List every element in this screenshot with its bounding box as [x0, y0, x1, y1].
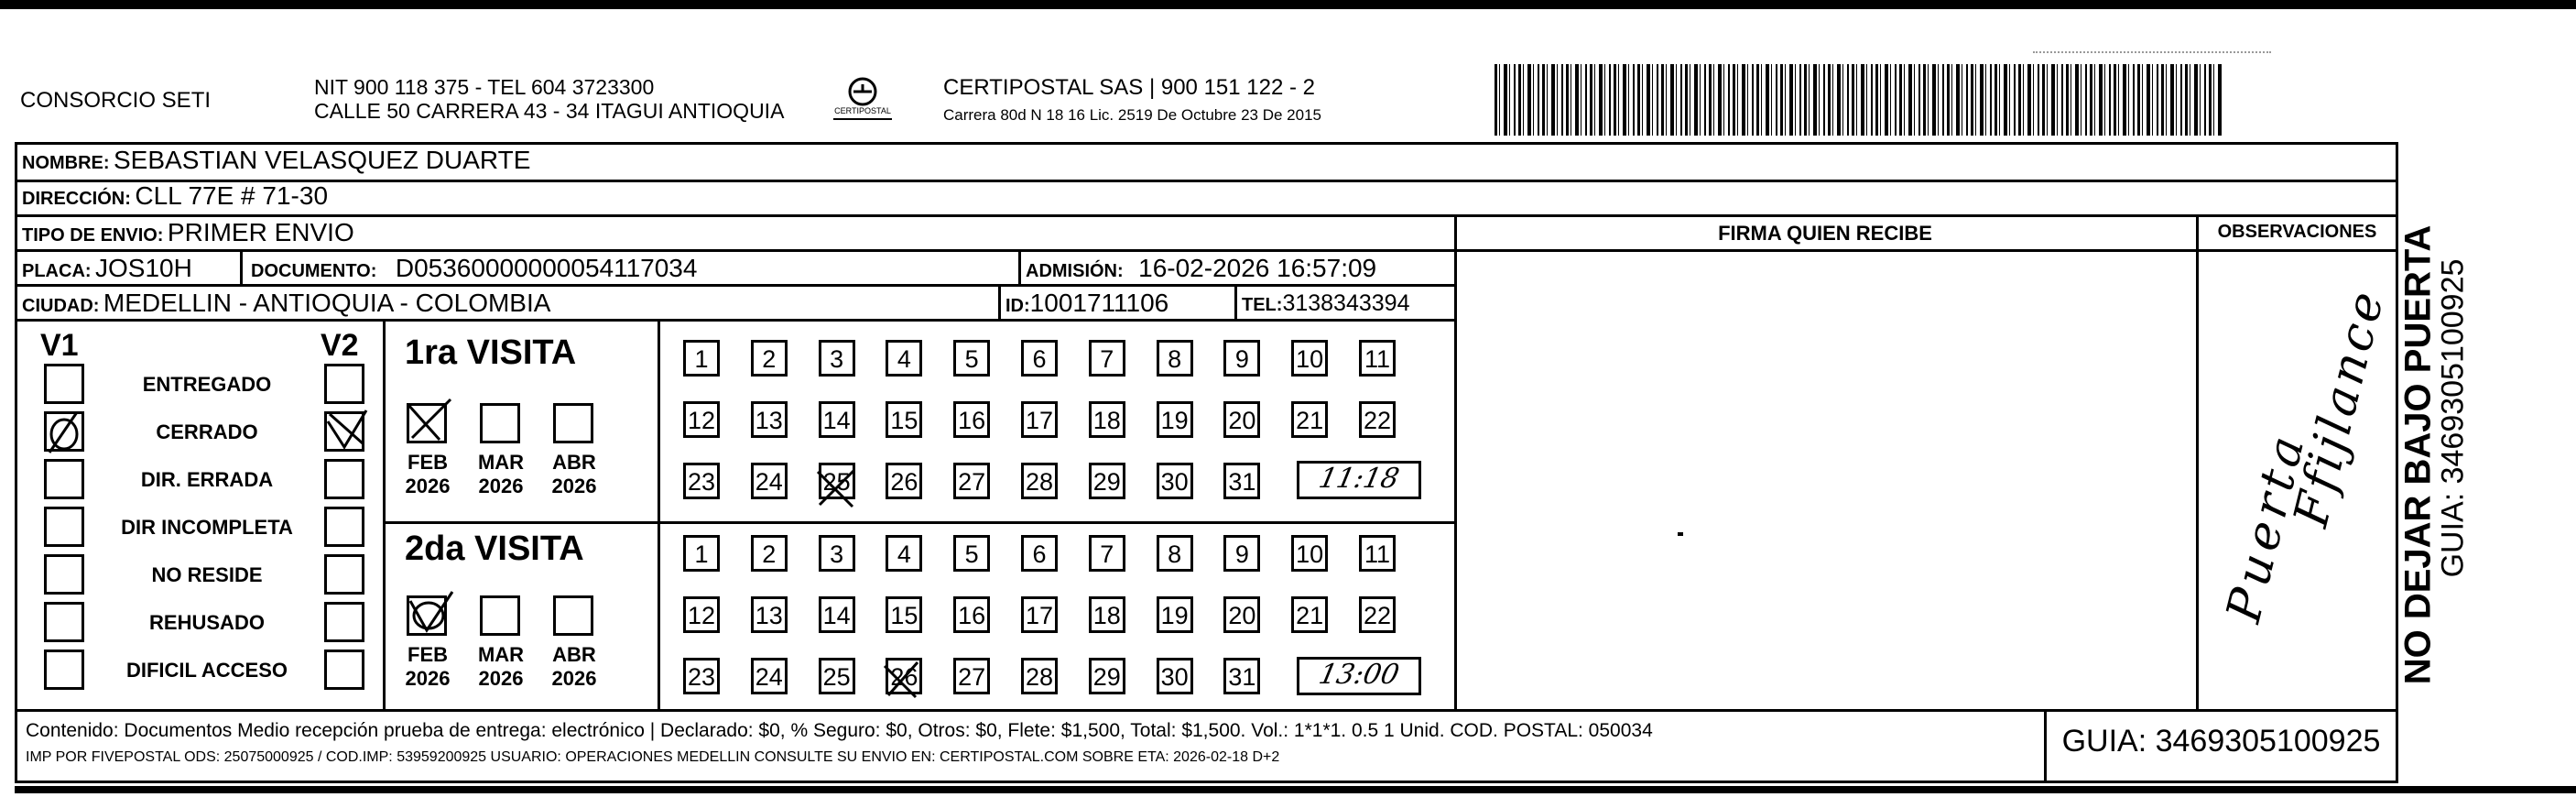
first-visit-day-23[interactable]: 23: [683, 463, 720, 499]
nombre-value: SEBASTIAN VELASQUEZ DUARTE: [114, 146, 531, 174]
company-address: CALLE 50 CARRERA 43 - 34 ITAGUI ANTIOQUIA: [314, 99, 785, 123]
second-visit-day-24[interactable]: 24: [751, 658, 788, 694]
observaciones-header: OBSERVACIONES: [2217, 222, 2377, 242]
nombre-label: NOMBRE:: [22, 153, 110, 173]
visit-divider: [383, 521, 1457, 524]
reason-dificil-acceso: DIFICIL ACCESO: [125, 659, 288, 682]
scan-speck: [2033, 51, 2271, 55]
second-visit-day-22[interactable]: 22: [1359, 596, 1396, 633]
first-visit-day-4[interactable]: 4: [886, 340, 922, 377]
tipo-row: [22, 217, 354, 253]
second-visit-day-23[interactable]: 23: [683, 658, 720, 694]
tipo-label: TIPO DE ENVIO:: [22, 225, 164, 246]
second-visit-day-2[interactable]: 2: [751, 535, 788, 572]
company-name: CONSORCIO SETI: [20, 88, 212, 113]
second-visit-day-16[interactable]: 16: [953, 596, 990, 633]
id-value: 1001711106: [1029, 289, 1169, 317]
second-visit-month-checkbox-abr[interactable]: [553, 595, 593, 636]
divider: [15, 319, 1457, 322]
second-visit-month-mar: MAR 2026: [477, 643, 525, 690]
divider: [998, 284, 1001, 319]
tel-value: 3138343394: [1282, 290, 1410, 316]
second-visit-month-feb: FEB 2026: [405, 643, 451, 690]
second-visit-month-abr: ABR 2026: [551, 643, 597, 690]
direccion-value: CLL 77E # 71-30: [135, 181, 329, 210]
second-visit-day-6[interactable]: 6: [1021, 535, 1058, 572]
second-visit-day-28[interactable]: 28: [1021, 658, 1058, 694]
second-visit-day-10[interactable]: 10: [1291, 535, 1328, 572]
v2-checkbox-dir-incompleta[interactable]: [324, 507, 364, 547]
first-visit-day-1[interactable]: 1: [683, 340, 720, 377]
placa-value: JOS10H: [95, 254, 192, 282]
v1-label: V1: [40, 328, 79, 363]
documento-value: D05360000000054117034: [395, 254, 698, 282]
divider: [1018, 249, 1021, 284]
first-visit-day-9[interactable]: 9: [1223, 340, 1260, 377]
footer-contenido: Contenido: Documentos Medio recepción prueba de entrega: electrónico | Declarado: $0, % Seguro: $0, Otros: $0, Flete: $1,500, Total: $1,500. Vol.: 1*1*1. 0.5 1 Unid. COD. POSTAL: 050034: [26, 720, 1653, 741]
first-visit-day-6[interactable]: 6: [1021, 340, 1058, 377]
v2-label: V2: [321, 328, 359, 363]
first-visit-day-2[interactable]: 2: [751, 340, 788, 377]
footer-imp: IMP POR FIVEPOSTAL ODS: 25075000925 / COD.IMP: 53959200925 USUARIO: OPERACIONES MEDELLIN CONSULTE SU ENVIO EN: CERTIPOSTAL.COM SOBRE ETA: 2026-02-18 D+2: [26, 749, 1280, 765]
footer-divider: [15, 709, 2398, 712]
second-visit-day-9[interactable]: 9: [1223, 535, 1260, 572]
divider: [1234, 284, 1237, 319]
divider: [15, 214, 2398, 217]
second-visit-day-4[interactable]: 4: [886, 535, 922, 572]
scan-bottom-edge: [15, 786, 2576, 793]
second-visit-time: 13:00: [1316, 659, 1402, 691]
v2-checkbox-no-reside[interactable]: [324, 554, 364, 595]
second-visit-day-26[interactable]: 26: [886, 658, 922, 694]
reason-entregado: ENTREGADO: [142, 373, 272, 396]
first-visit-day-31[interactable]: 31: [1223, 463, 1260, 499]
tel-row: [1242, 288, 1409, 322]
second-visit-day-30[interactable]: 30: [1157, 658, 1193, 694]
reason-rehusado: REHUSADO: [149, 611, 265, 634]
v1-checkbox-dir-errada[interactable]: [44, 459, 84, 499]
admision-label: ADMISIÓN:: [1026, 261, 1124, 281]
direccion-label: DIRECCIÓN:: [22, 189, 131, 209]
v1-checkbox-no-reside[interactable]: [44, 554, 84, 595]
reason-dir-errada: DIR. ERRADA: [140, 468, 274, 491]
first-visit-month-abr: ABR 2026: [551, 451, 597, 497]
v1-checkbox-entregado[interactable]: [44, 364, 84, 404]
obs-left-border: [2196, 214, 2199, 709]
second-visit-day-1[interactable]: 1: [683, 535, 720, 572]
v2-checkbox-dir-errada[interactable]: [324, 459, 364, 499]
divider: [15, 249, 1457, 252]
v2-checkbox-rehusado[interactable]: [324, 602, 364, 642]
placa-label: PLACA:: [22, 261, 92, 281]
reason-no-reside: NO RESIDE: [151, 563, 263, 586]
second-visit-day-31[interactable]: 31: [1223, 658, 1260, 694]
first-visit-day-16[interactable]: 16: [953, 401, 990, 438]
first-visit-day-5[interactable]: 5: [953, 340, 990, 377]
divider: [15, 180, 2398, 182]
ciudad-label: CIUDAD:: [22, 296, 100, 316]
v1-checkbox-rehusado[interactable]: [44, 602, 84, 642]
v2-checkbox-dificil-acceso[interactable]: [324, 650, 364, 690]
checklist-right-border: [383, 319, 386, 709]
second-visit-day-8[interactable]: 8: [1157, 535, 1193, 572]
v2-checkbox-cerrado[interactable]: [324, 411, 364, 452]
first-visit-day-26[interactable]: 26: [886, 463, 922, 499]
first-visit-day-3[interactable]: 3: [819, 340, 855, 377]
first-visit-day-17[interactable]: 17: [1021, 401, 1058, 438]
documento-label: DOCUMENTO:: [251, 261, 377, 281]
v1-checkbox-dir-incompleta[interactable]: [44, 507, 84, 547]
first-visit-day-28[interactable]: 28: [1021, 463, 1058, 499]
first-visit-day-25[interactable]: 25: [819, 463, 855, 499]
carrier-address: Carrera 80d N 18 16 Lic. 2519 De Octubre 23 De 2015: [943, 106, 1321, 124]
v1-checkbox-cerrado[interactable]: [44, 411, 84, 452]
first-visit-day-22[interactable]: 22: [1359, 401, 1396, 438]
nombre-row: [22, 145, 530, 180]
reason-dir-incompleta: DIR INCOMPLETA: [121, 516, 293, 539]
v2-checkbox-entregado[interactable]: [324, 364, 364, 404]
carrier-name: CERTIPOSTAL SAS | 900 151 122 - 2: [943, 75, 1315, 100]
second-visit-day-29[interactable]: 29: [1089, 658, 1125, 694]
second-visit-title: 2da VISITA: [405, 530, 584, 568]
second-visit-month-checkbox-feb[interactable]: [407, 595, 447, 636]
observacion-handwriting-line2: Ffijlance: [2283, 283, 2397, 532]
certipostal-logo: CERTIPOSTAL: [826, 71, 899, 126]
second-visit-day-25[interactable]: 25: [819, 658, 855, 694]
reason-cerrado: CERRADO: [156, 420, 258, 443]
divider: [240, 249, 243, 284]
second-visit-day-12[interactable]: 12: [683, 596, 720, 633]
second-visit-day-11[interactable]: 11: [1359, 535, 1396, 572]
firma-header: FIRMA QUIEN RECIBE: [1718, 222, 1932, 245]
divider: [15, 284, 1457, 287]
first-visit-day-10[interactable]: 10: [1291, 340, 1328, 377]
second-visit-day-20[interactable]: 20: [1223, 596, 1260, 633]
second-visit-day-18[interactable]: 18: [1089, 596, 1125, 633]
firma-left-border: [1454, 214, 1457, 709]
first-visit-time: 11:18: [1316, 463, 1402, 495]
first-visit-month-mar: MAR 2026: [477, 451, 525, 497]
second-visit-day-21[interactable]: 21: [1291, 596, 1328, 633]
first-visit-day-20[interactable]: 20: [1223, 401, 1260, 438]
first-visit-day-19[interactable]: 19: [1157, 401, 1193, 438]
second-visit-day-5[interactable]: 5: [953, 535, 990, 572]
second-visit-day-13[interactable]: 13: [751, 596, 788, 633]
certipostal-logo-icon: [826, 71, 899, 126]
side-guia-label: GUIA: 3469305100925: [2435, 258, 2471, 578]
company-nit: NIT 900 118 375 - TEL 604 3723300: [314, 75, 655, 99]
first-visit-day-24[interactable]: 24: [751, 463, 788, 499]
direccion-row: [22, 180, 328, 216]
ciudad-value: MEDELLIN - ANTIOQUIA - COLOMBIA: [103, 289, 551, 317]
first-visit-title: 1ra VISITA: [405, 333, 577, 372]
second-visit-month-checkbox-mar[interactable]: [480, 595, 520, 636]
scan-dot: [1678, 532, 1683, 536]
sig-header-divider: [1454, 249, 2398, 252]
first-visit-day-7[interactable]: 7: [1089, 340, 1125, 377]
footer-guia: GUIA: 3469305100925: [2061, 724, 2381, 759]
first-visit-day-29[interactable]: 29: [1089, 463, 1125, 499]
second-visit-day-27[interactable]: 27: [953, 658, 990, 694]
second-visit-day-3[interactable]: 3: [819, 535, 855, 572]
first-visit-day-18[interactable]: 18: [1089, 401, 1125, 438]
second-visit-day-15[interactable]: 15: [886, 596, 922, 633]
tipo-value: PRIMER ENVIO: [167, 218, 354, 246]
second-visit-day-17[interactable]: 17: [1021, 596, 1058, 633]
no-dejar-bajo-puerta-label: NO DEJAR BAJO PUERTA: [2397, 224, 2439, 685]
first-visit-month-checkbox-feb[interactable]: [407, 403, 447, 443]
first-visit-month-feb: FEB 2026: [405, 451, 451, 497]
first-visit-day-12[interactable]: 12: [683, 401, 720, 438]
first-visit-day-11[interactable]: 11: [1359, 340, 1396, 377]
barcode: [1495, 64, 2223, 136]
visit-month-right-border: [658, 319, 660, 709]
first-visit-day-30[interactable]: 30: [1157, 463, 1193, 499]
first-visit-month-checkbox-mar[interactable]: [480, 403, 520, 443]
first-visit-day-14[interactable]: 14: [819, 401, 855, 438]
v1-checkbox-dificil-acceso[interactable]: [44, 650, 84, 690]
first-visit-day-21[interactable]: 21: [1291, 401, 1328, 438]
first-visit-day-13[interactable]: 13: [751, 401, 788, 438]
second-visit-day-19[interactable]: 19: [1157, 596, 1193, 633]
first-visit-day-15[interactable]: 15: [886, 401, 922, 438]
admision-value: 16-02-2026 16:57:09: [1138, 254, 1377, 282]
first-visit-day-8[interactable]: 8: [1157, 340, 1193, 377]
observacion-handwriting-line1: Puerta: [2216, 425, 2317, 628]
first-visit-day-27[interactable]: 27: [953, 463, 990, 499]
scan-top-edge: [0, 0, 2576, 9]
id-label: ID:: [1005, 296, 1030, 316]
first-visit-month-checkbox-abr[interactable]: [553, 403, 593, 443]
tel-label: TEL:: [1242, 295, 1283, 315]
second-visit-day-14[interactable]: 14: [819, 596, 855, 633]
second-visit-day-7[interactable]: 7: [1089, 535, 1125, 572]
